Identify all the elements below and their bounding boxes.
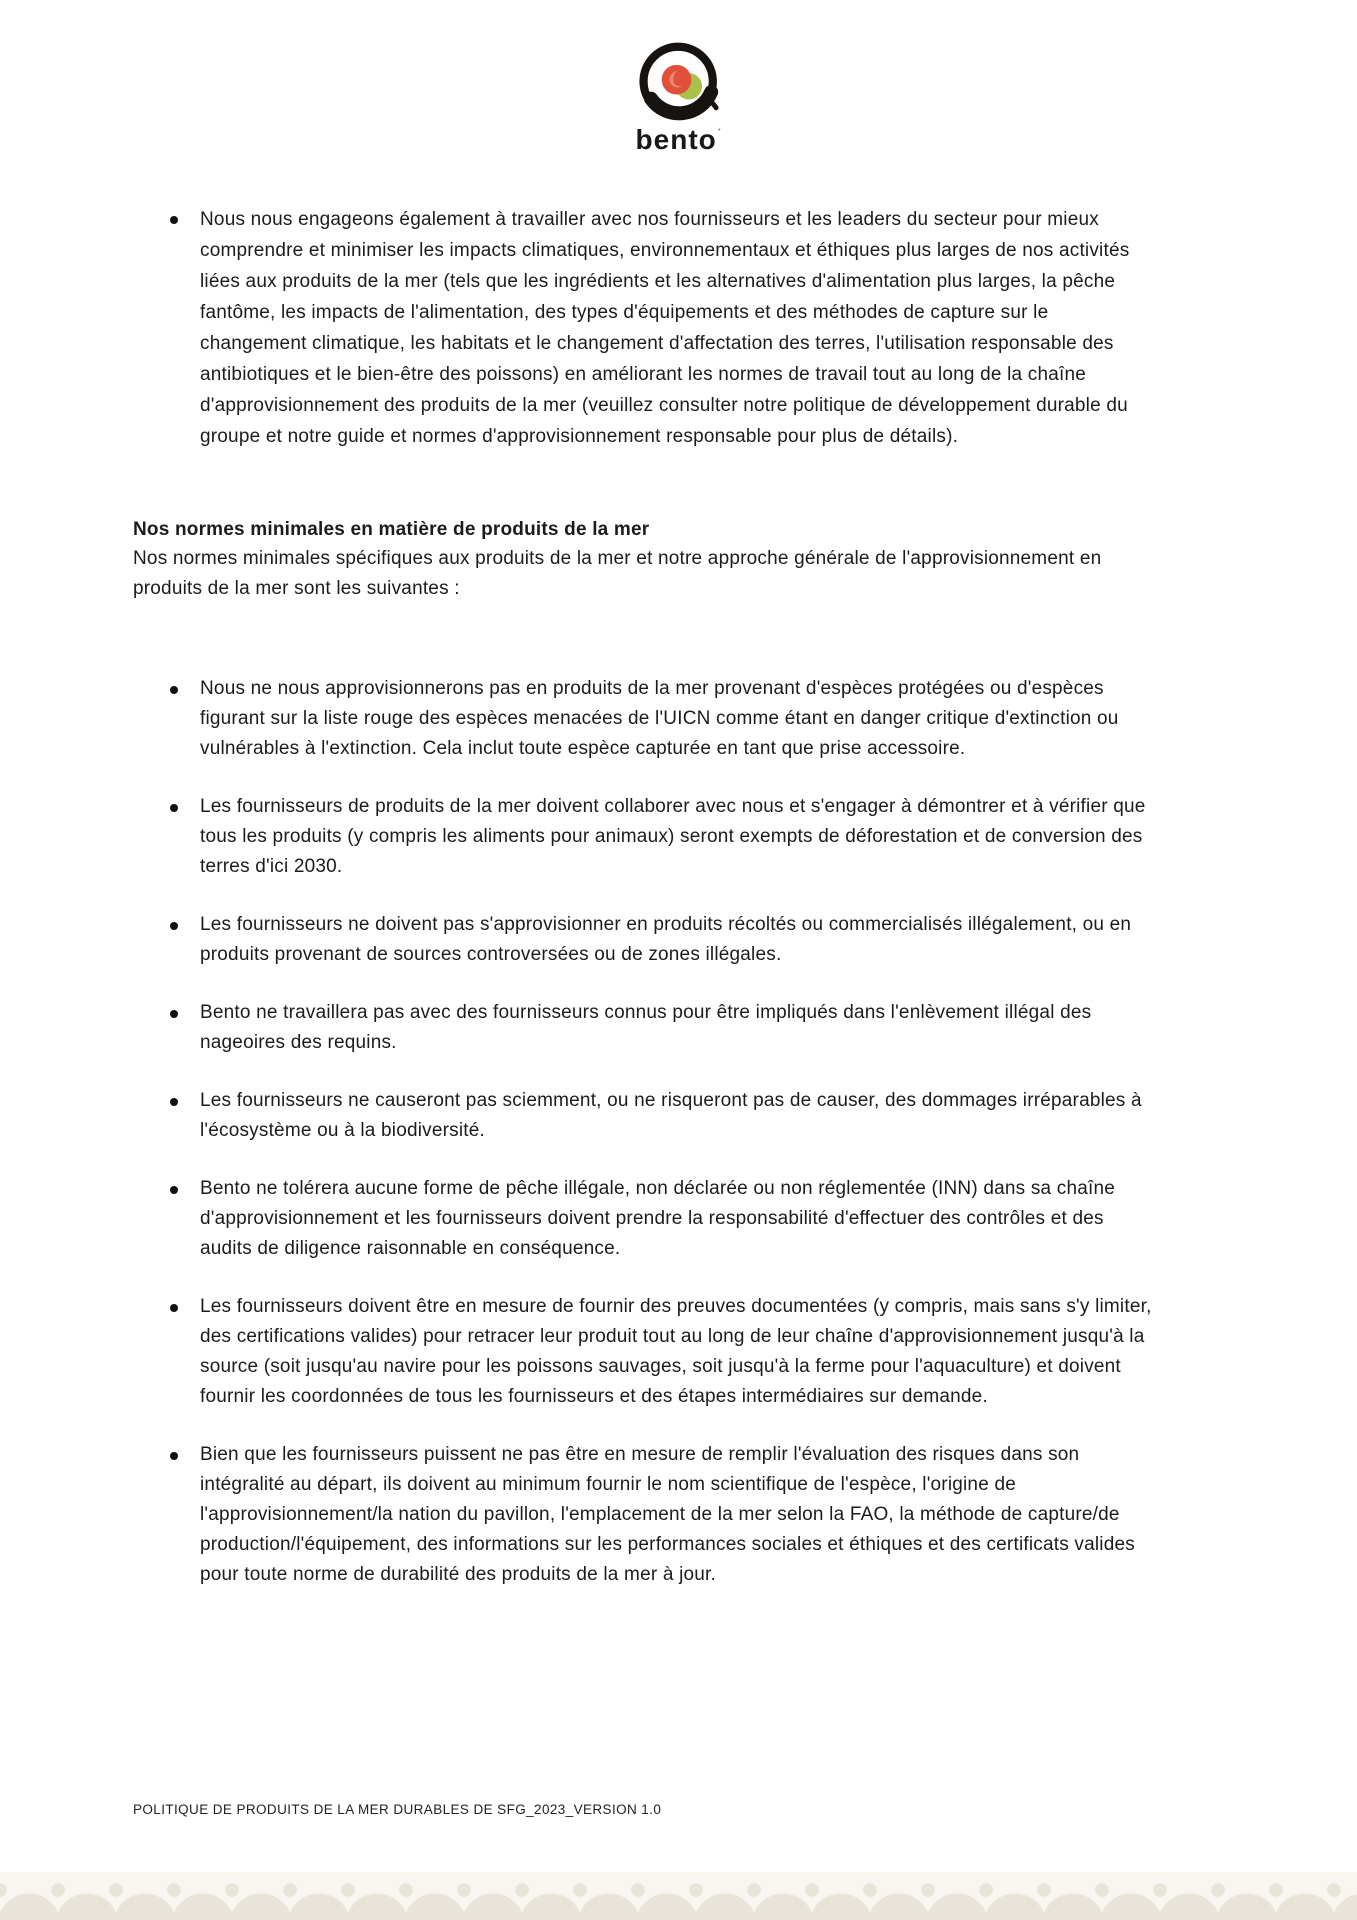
bullet-icon — [170, 1452, 178, 1460]
section-heading: Nos normes minimales en matière de produits de la mer — [133, 519, 650, 540]
document-body — [133, 204, 1193, 1590]
intro-bullet-list — [133, 204, 1193, 452]
bullet-text: Les fournisseurs ne doivent pas s'approvisionner en produits récoltés ou commercialisés illégalement, ou en produits provenant de sources controversées ou de zones illégales. — [200, 914, 1132, 965]
bullet-text: Nous nous engageons également à travailler avec nos fournisseurs et les leaders du secteur pour mieux comprendre et minimiser les impacts climatiques, environnementaux et éthiques plus larges de nos activités liées aux produits de la mer (tels que les ingrédients et les alternatives d'alimentation plus larges, la pêche fantôme, les impacts de l'alimentation, des types d'équipements et des méthodes de capture sur le changement climatique, les habitats et le changement d'affectation des terres, l'utilisation responsable des antibiotiques et le bien-être des poissons) en améliorant les normes de travail tout au long de la chaîne d'approvisionnement des produits de la mer (veuillez consulter notre politique de développement durable du groupe et notre guide et normes d'approvisionnement responsable pour plus de détails). — [200, 209, 1130, 447]
bullet-text: Les fournisseurs ne causeront pas sciemment, ou ne risqueront pas de causer, des dommages irréparables à l'écosystème ou à la biodiversité. — [200, 1090, 1142, 1141]
list-item — [133, 792, 1193, 882]
bullet-icon — [170, 1010, 178, 1018]
list-item — [133, 674, 1193, 764]
list-item — [133, 998, 1193, 1058]
bento-logo-icon — [629, 36, 729, 130]
brand-logo — [0, 0, 1357, 156]
bullet-icon — [170, 686, 178, 694]
footer-text: POLITIQUE DE PRODUITS DE LA MER DURABLES DE SFG_2023_VERSION 1.0 — [133, 1802, 662, 1817]
list-item — [133, 1440, 1193, 1590]
list-item — [133, 1292, 1193, 1412]
list-item — [133, 1086, 1193, 1146]
bullet-text: Bien que les fournisseurs puissent ne pas être en mesure de remplir l'évaluation des risques dans son intégralité au départ, ils doivent au minimum fournir le nom scientifique de l'espèce, l'origine de l'approvisionnement/la nation du pavillon, l'emplacement de la mer selon la FAO, la méthode de capture/de production/l'équipement, des informations sur les performances sociales et éthiques et des certificats valides pour toute norme de durabilité des produits de la mer à jour. — [200, 1444, 1135, 1585]
section-intro: Nos normes minimales spécifiques aux produits de la mer et notre approche générale de l'approvisionnement en produits de la mer sont les suivantes : — [133, 548, 1102, 599]
bullet-text: Bento ne tolérera aucune forme de pêche illégale, non déclarée ou non réglementée (INN) dans sa chaîne d'approvisionnement et les fournisseurs doivent prendre la responsabilité d'effectuer des contrôles et des audits de diligence raisonnable en conséquence. — [200, 1178, 1116, 1259]
bullet-icon — [170, 922, 178, 930]
brand-name: bento — [635, 124, 717, 155]
scallop-border — [0, 1872, 1357, 1920]
bullet-text: Bento ne travaillera pas avec des fournisseurs connus pour être impliqués dans l'enlèvement illégal des nageoires des requins. — [200, 1002, 1092, 1053]
bullet-text: Nous ne nous approvisionnerons pas en produits de la mer provenant d'espèces protégées ou d'espèces figurant sur la liste rouge des espèces menacées de l'UICN comme étant en danger critique d'extinction ou vulnérables à l'extinction. Cela inclut toute espèce capturée en tant que prise accessoire. — [200, 678, 1119, 759]
list-item — [133, 1174, 1193, 1264]
bullet-icon — [170, 1186, 178, 1194]
brand-wordmark — [636, 124, 722, 156]
list-item — [133, 910, 1193, 970]
bullet-icon — [170, 804, 178, 812]
list-item — [133, 204, 1193, 452]
bullet-icon — [170, 216, 178, 224]
bullet-text: Les fournisseurs doivent être en mesure de fournir des preuves documentées (y compris, mais sans s'y limiter, des certifications valides) pour retracer leur produit tout au long de leur chaîne d'approvisionnement jusqu'à la source (soit jusqu'au navire pour les poissons sauvages, soit jusqu'à la ferme pour l'aquaculture) et doivent fournir les coordonnées de tous les fournisseurs et des étapes intermédiaires sur demande. — [200, 1296, 1152, 1407]
standards-bullet-list — [133, 674, 1193, 1590]
bullet-icon — [170, 1098, 178, 1106]
bullet-icon — [170, 1304, 178, 1312]
trademark-tick: ´ — [717, 128, 723, 140]
bullet-text: Les fournisseurs de produits de la mer doivent collaborer avec nous et s'engager à démontrer et à vérifier que tous les produits (y compris les aliments pour animaux) seront exempts de déforestation et de conversion des terres d'ici 2030. — [200, 796, 1146, 877]
